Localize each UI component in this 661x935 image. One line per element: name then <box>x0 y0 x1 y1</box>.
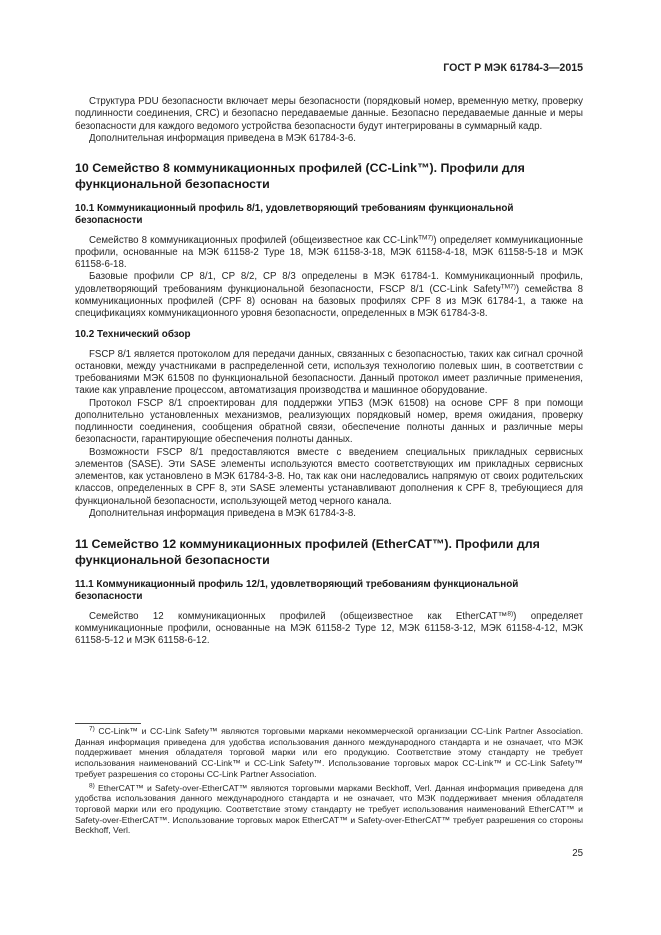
paragraph: Дополнительная информация приведена в МЭК 61784-3-8. <box>89 507 356 519</box>
footnote-ref-8: 8) <box>507 610 514 617</box>
document-header: ГОСТ Р МЭК 61784-3—2015 <box>443 62 583 74</box>
footnote-ref-7: TM7) <box>500 283 516 290</box>
paragraph: Семейство 12 коммуникационных профилей (общеизвестное как EtherCAT™$^{8)}$) определяет коммуникационные профили, основанные на МЭК 61158-2 Type 12, МЭК 61158-3-12, МЭК 61158-4-12, МЭК 61158-5-12 и МЭК 61158-6-12. <box>75 610 584 646</box>
section-10-title: 10 Семейство 8 коммуникационных профилей (CC-Link™). Профили для функциональной безопасности <box>75 161 525 191</box>
paragraph: Базовые профили CP 8/1, CP 8/2, CP 8/3 определены в МЭК 61784-1. Коммуникационный профиль, удовлетворяющий требованиям функциональной безопасности, FSCP 8/1 (CC-Link Safety$^{TM7)}$) семейства 8 коммуникационных профилей (CPF 8) основан на базовых профилях CPF 8 из МЭК 61784-1, а также на спецификациях коммуникационного уровня безопасности, определенных в МЭК 61784-3-8. <box>75 271 583 319</box>
footnote-ref-7: TM7) <box>418 234 434 241</box>
footnotes <box>75 726 583 836</box>
section-10-2-title: 10.2 Технический обзор <box>75 329 191 341</box>
paragraph: Возможности FSCP 8/1 предоставляются вместе с введением специальных прикладных сервисных элементов (SASE). Эти SASE элементы используются вместо соответствующих им прикладных сервисных элементов, как установлено в МЭК 61784-3-8. Но, так как они наследовались напрямую от своих родительских классов, определенных в CPF 8, эти SASE элементы устанавливают дополнения к CPF 8, требующиеся для функциональной безопасности, использующей метод черного канала. <box>75 446 583 507</box>
section-10-1-title: 10.1 Коммуникационный профиль 8/1, удовлетворяющий требованиям функциональной безопасности <box>75 203 514 227</box>
main-content <box>75 96 583 647</box>
paragraph: Дополнительная информация приведена в МЭК 61784-3-6. <box>89 132 356 144</box>
footnote-8: $^{8)}$ EtherCAT™ и Safety-over-EtherCAT™ являются торговыми марками Beckhoff, Verl. Данная информация приведена для удобства использования данного международного стандарта и не означает, что МЭК поддерживает мнения обладателя торговой марки или его продукцию. Соответствие этому стандарту не требует использования наименований EtherCAT™ и Safety-over-EtherCAT™. Использование торговых марок EtherCAT™ и Safety-over-EtherCAT™ требует разрешения со стороны Beckhoff, Verl. <box>75 782 583 836</box>
paragraph: Семейство 8 коммуникационных профилей (общеизвестное как CC-Link$^{TM7)}$) определяет коммуникационные профили, основанные на МЭК 61158-2 Type 18, МЭК 61158-3-18, МЭК 61158-4-18, МЭК 61158-5-18 и МЭК 61158-6-18. <box>75 234 583 270</box>
paragraph: FSCP 8/1 является протоколом для передачи данных, связанных с безопасностью, таких как сигнал срочной остановки, между участниками в распределенной сети, используя технологию полевых шин, в соответствии с требованиями МЭК 61508 по функциональной безопасности. Данный протокол имеет различные применения, такие как управление процессом, автоматизация производства и машинное оборудование. <box>75 348 583 397</box>
paragraph: Протокол FSCP 8/1 спроектирован для поддержки УПБЗ (МЭК 61508) на основе CPF 8 при помощи дополнительно установленных механизмов, реализующих порядковый номер, время ожидания, проверку подлинности соединения, сообщения обратной связи, обеспечение полноты данных и различные меры безопасности, гарантирующие обеспечения полноты данных. <box>75 397 583 446</box>
paragraph: Структура PDU безопасности включает меры безопасности (порядковый номер, временную метку, проверку подлинности соединения, CRC) и безопасно передаваемые данные. Безопасно передаваемые данные и меры безопасности для каждого ведомого устройства безопасности будут интегрированы в суммарный кадр. <box>75 96 583 132</box>
page-number: 25 <box>572 848 583 859</box>
section-11-1-title: 11.1 Коммуникационный профиль 12/1, удовлетворяющий требованиям функциональной безопасности <box>75 579 519 603</box>
footnote-separator <box>75 723 141 724</box>
section-11-title: 11 Семейство 12 коммуникационных профилей (EtherCAT™). Профили для функциональной безопасности <box>75 537 540 567</box>
footnote-7: $^{7)}$ CC-Link™ и CC-Link Safety™ являются торговыми марками некоммерческой организации CC-Link Partner Association. Данная информация приведена для удобства использования данного международного стандарта и не означает, что МЭК поддерживает мнения обладателя торговой марки или его продукцию. Соответствие этому стандарту не требует использования наименований CC-Link™ и CC-Link Safety™. Использование торговых марок CC-Link™ и CC-Link Safety™ требует разрешения со стороны CC-Link Partner Association. <box>75 725 583 779</box>
